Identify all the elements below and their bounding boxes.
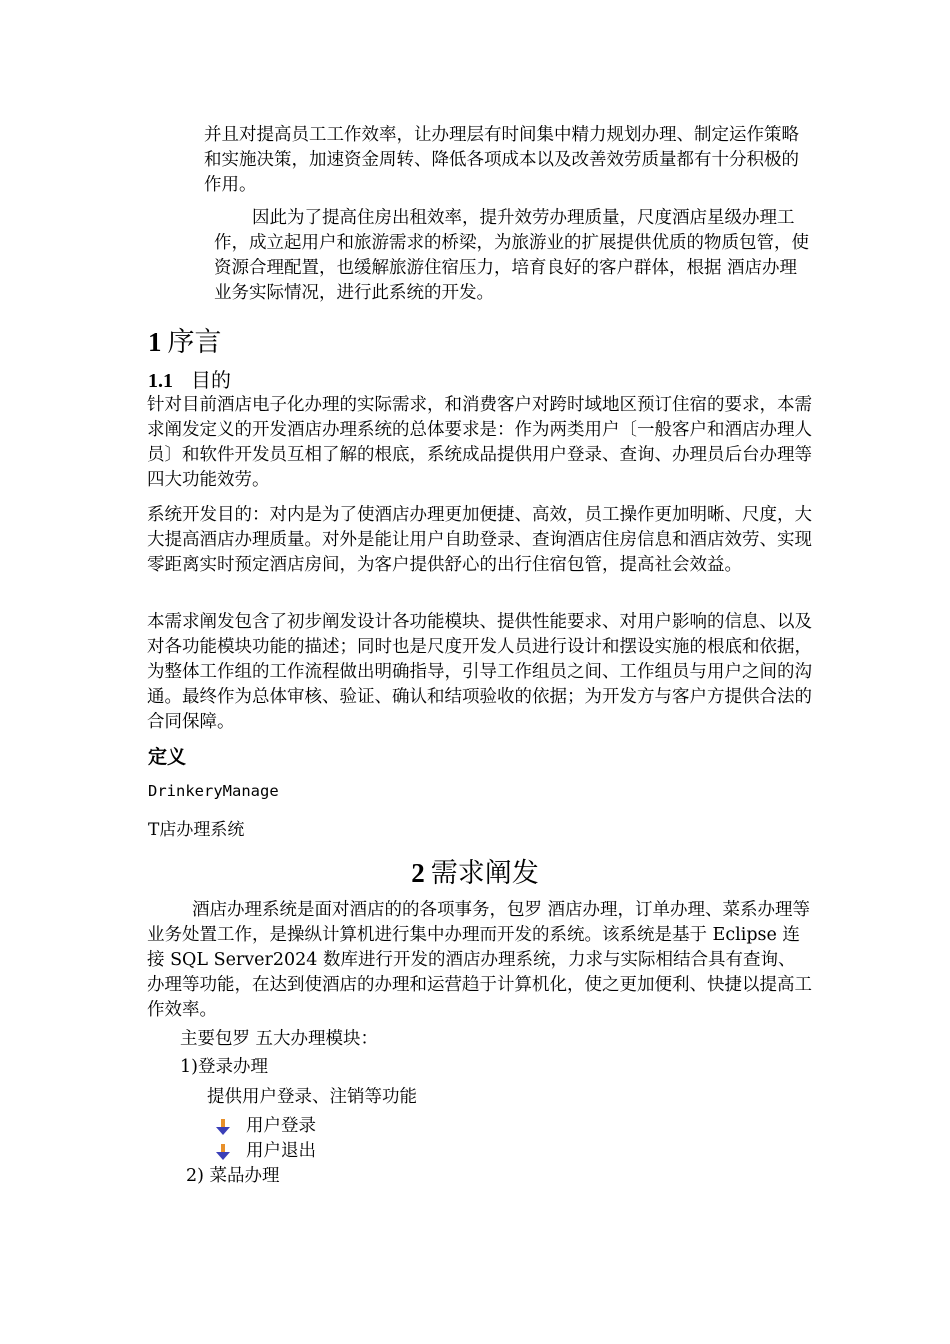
list-item-label: 用户退出 (246, 1141, 316, 1161)
list-item (214, 1114, 316, 1139)
purpose-paragraph-2 (147, 503, 812, 578)
purpose-paragraph-1 (147, 393, 812, 493)
intro-paragraph-1-text: 并且对提高员工工作效率，让办理层有时间集中精力规划办理、制定运作策略和实施决策，加速资金周转、降低各项成本以及改善效劳质量都有十分积极的作用。 (204, 125, 799, 195)
intro-paragraph-2 (214, 206, 809, 306)
purpose-paragraph-2-text: 系统开发目的：对内是为了使酒店办理更加便捷、高效，员工操作更加明晰、尺度，大大提高酒店办理质量。对外是能让用户自助登录、查询酒店住房信息和酒店效劳、实现零距离实时预定酒店房间，为客户提供舒心的出行住宿包管，提高社会效益。 (147, 505, 812, 575)
module-1-title: 1)登录办理 (180, 1057, 268, 1077)
section-1-title: 序言 (167, 327, 222, 358)
section-1-heading (148, 324, 222, 361)
definition-line-1: DrinkeryManage (148, 782, 279, 800)
section-2-title: 需求阐发 (430, 858, 539, 889)
list-item (214, 1139, 316, 1164)
purpose-paragraph-3 (147, 610, 812, 735)
section-1-1-number: 1.1 (148, 370, 173, 392)
arrow-down-bullet-icon (214, 1118, 232, 1136)
section-2-heading (0, 854, 950, 893)
section-2-number: 2 (411, 858, 425, 888)
modules-intro: 主要包罗 五大办理模块： (180, 1029, 379, 1049)
list-item-label: 用户登录 (246, 1116, 316, 1136)
arrow-down-bullet-icon (214, 1143, 232, 1161)
section-1-1-title: 目的 (191, 368, 231, 392)
module-2-title: 2) 菜品办理 (186, 1166, 280, 1186)
definition-heading: 定义 (148, 746, 187, 768)
purpose-paragraph-1-text: 针对目前酒店电子化办理的实际需求，和消费客户对跨时域地区预订住宿的要求，本需求阐发定义的开发酒店办理系统的总体要求是：作为两类用户〔一般客户和酒店办理人员〕和软件开发员互相了解的根底，系统成品提供用户登录、查询、办理员后台办理等四大功能效劳。 (147, 395, 812, 490)
module-1-description: 提供用户登录、注销等功能 (207, 1087, 417, 1107)
section-1-1-heading (148, 366, 231, 395)
intro-paragraph-1 (204, 123, 809, 198)
definition-line-2: T店办理系统 (148, 820, 245, 840)
requirements-paragraph-text: 酒店办理系统是面对酒店的的各项事务，包罗 酒店办理，订单办理、菜系办理等业务处置工作，是操纵计算机进行集中办理而开发的系统。该系统是基于 Eclipse 连接 SQL Server2024 数库进行开发的酒店办理系统，力求与实际相结合具有查询、办理等功能，在达到使酒店的办理和运营趋于计算机化，使之更加便利、快捷以提高工作效率。 (147, 900, 812, 1020)
requirements-paragraph (147, 898, 812, 1023)
section-1-number: 1 (148, 327, 162, 357)
purpose-paragraph-3-text: 本需求阐发包含了初步阐发设计各功能模块、提供性能要求、对用户影响的信息、以及对各功能模块功能的描述；同时也是尺度开发人员进行设计和摆设实施的根底和依据，为整体工作组的工作流程做出明确指导，引导工作组员之间、工作组员与用户之间的沟通。最终作为总体审核、验证、确认和结项验收的依据；为开发方与客户方提供合法的合同保障。 (147, 612, 812, 732)
intro-paragraph-2-text: 因此为了提高住房出租效率，提升效劳办理质量，尺度酒店星级办理工作，成立起用户和旅游需求的桥梁，为旅游业的扩展提供优质的物质包管，使资源合理配置，也缓解旅游住宿压力，培育良好的客户群体，根据 酒店办理业务实际情况，进行此系统的开发。 (214, 208, 809, 303)
